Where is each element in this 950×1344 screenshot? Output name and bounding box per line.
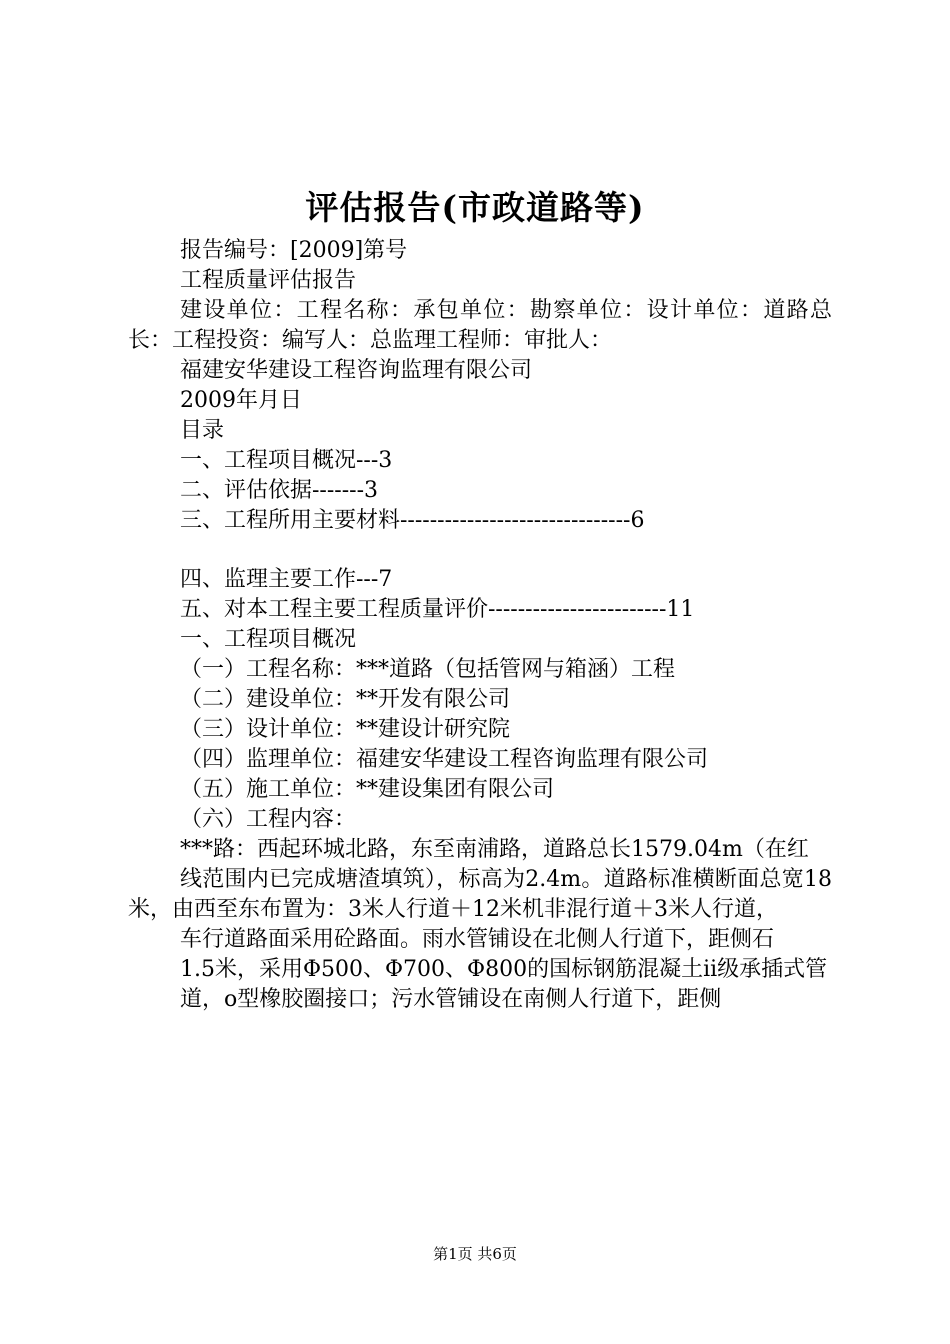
- project-item-3: （三）设计单位：**建设计研究院: [180, 717, 511, 742]
- report-name-line: 工程质量评估报告: [180, 268, 357, 293]
- project-item-2: （二）建设单位：**开发有限公司: [180, 687, 511, 712]
- toc-item-3: 三、工程所用主要材料-------------------------------6: [180, 508, 645, 533]
- project-item-6: （六）工程内容：: [180, 807, 357, 832]
- toc-item-4: 四、监理主要工作---7: [180, 567, 393, 592]
- toc-item-5: 五、对本工程主要工程质量评价------------------------11: [180, 597, 695, 622]
- report-fields-line: 建设单位：工程名称：承包单位：勘察单位：设计单位：道路总长：工程投资：编写人：总监理工程师：审批人：: [128, 298, 832, 353]
- company-line: 福建安华建设工程咨询监理有限公司: [180, 358, 533, 383]
- page-footer: 第1页 共6页: [433, 1245, 517, 1263]
- project-paragraph-2: 线范围内已完成塘渣填筑），标高为2.4m。道路标准横断面总宽18米，由西至东布置为：3米人行道＋12米机非混行道＋3米人行道，: [128, 867, 832, 922]
- report-number-line: 报告编号：[2009]第号: [180, 238, 408, 263]
- toc-title: 目录: [180, 418, 225, 443]
- date-line: 2009年月日: [180, 388, 302, 413]
- section-heading-1: 一、工程项目概况: [180, 627, 357, 652]
- project-paragraph-5: 道，o型橡胶圈接口；污水管铺设在南侧人行道下，距侧: [180, 987, 722, 1012]
- toc-item-1: 一、工程项目概况---3: [180, 448, 393, 473]
- project-item-4: （四）监理单位：福建安华建设工程咨询监理有限公司: [180, 747, 709, 772]
- project-paragraph-4: 1.5米，采用Φ500、Φ700、Φ800的国标钢筋混凝土ii级承插式管: [180, 957, 828, 982]
- toc-item-2: 二、评估依据-------3: [180, 478, 379, 503]
- document-title: 评估报告(市政道路等): [305, 188, 645, 227]
- document-body: [128, 236, 832, 1015]
- project-item-5: （五）施工单位：**建设集团有限公司: [180, 777, 555, 802]
- project-item-1: （一）工程名称：***道路（包括管网与箱涵）工程: [180, 657, 676, 682]
- spacer: [128, 536, 832, 565]
- project-paragraph-3: 车行道路面采用砼路面。雨水管铺设在北侧人行道下，距侧石: [180, 927, 775, 952]
- project-paragraph-1: ***路：西起环城北路，东至南浦路，道路总长1579.04m（在红: [180, 837, 809, 862]
